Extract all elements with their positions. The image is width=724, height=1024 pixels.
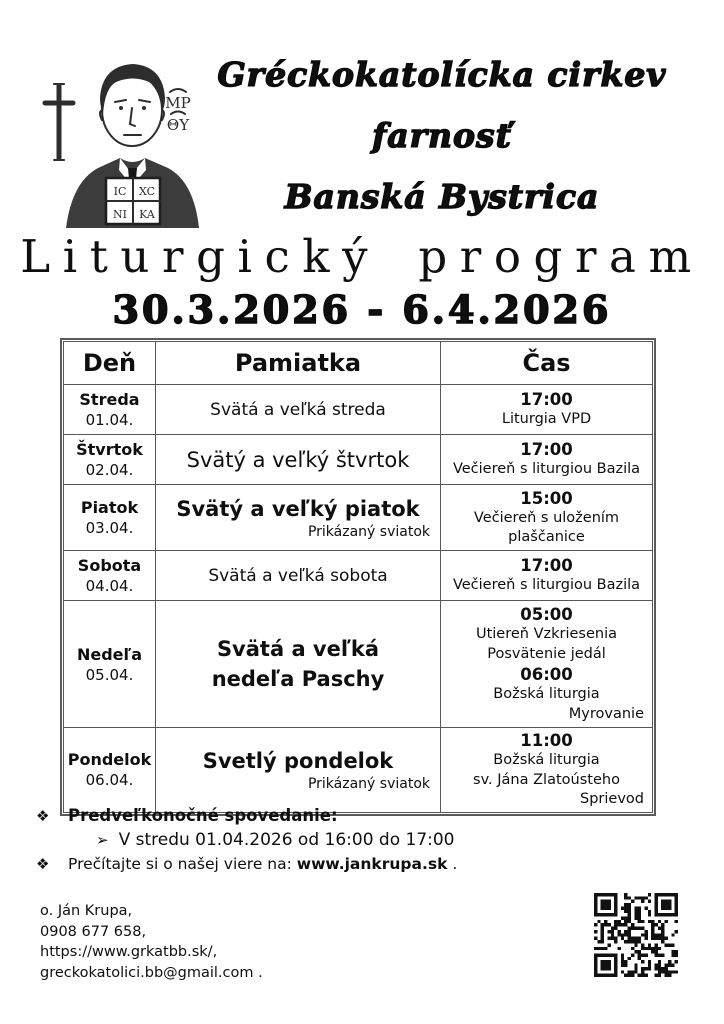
church-city: Banská Bystrica xyxy=(284,177,600,216)
table-header-row xyxy=(64,342,653,385)
note-confession xyxy=(36,806,696,825)
contact-block xyxy=(40,901,263,983)
table-row xyxy=(64,601,653,728)
arrow-bullet-icon: ➢ xyxy=(96,831,109,849)
service-name: sv. Jána Zlatoústeho xyxy=(473,771,620,788)
contact-name: o. Ján Krupa, xyxy=(40,903,133,919)
day-name: Štvrtok xyxy=(76,440,143,459)
book-ka: KA xyxy=(139,208,155,221)
day-date: 06.04. xyxy=(85,771,134,790)
monogram-thy: ΘY xyxy=(166,116,190,134)
service-name: Večiereň s liturgiou Bazila xyxy=(452,577,641,594)
service-name: plaščanice xyxy=(508,529,585,545)
service-time: 17:00 xyxy=(520,556,573,576)
day-date: 05.04. xyxy=(85,665,134,684)
feast-title: Svätý a veľký piatok xyxy=(176,497,420,521)
gospel-book xyxy=(106,178,160,224)
face xyxy=(100,64,165,146)
note-website xyxy=(36,855,696,873)
table-row xyxy=(64,551,653,601)
church-parish: farnosť xyxy=(372,116,512,155)
service-name: Večiereň s liturgiou Bazila xyxy=(452,461,641,478)
feast-title: nedeľa Paschy xyxy=(211,667,385,691)
note-confession-time: V stredu 01.04.2026 od 16:00 do 17:00 xyxy=(118,830,455,850)
feast-obligation-note: Prikázaný sviatok xyxy=(307,776,430,793)
day-name: Sobota xyxy=(77,556,142,575)
feast-title: Svätá a veľká sobota xyxy=(208,565,388,586)
service-time: 11:00 xyxy=(520,731,573,750)
service-extra: Myrovanie xyxy=(568,705,644,722)
note-confession-detail xyxy=(96,830,696,850)
schedule-table xyxy=(63,341,653,813)
priest-portrait xyxy=(36,40,204,228)
book-xc: XC xyxy=(138,185,156,198)
table-row xyxy=(64,485,653,551)
service-name: Večiereň s uložením xyxy=(473,509,620,526)
note-website-suffix: . xyxy=(447,855,458,873)
day-date: 02.04. xyxy=(85,461,134,479)
service-name: Liturgia VPD xyxy=(501,411,592,428)
church-header xyxy=(188,44,696,227)
table-row xyxy=(64,728,653,813)
church-name: Gréckokatolícka cirkev xyxy=(217,55,667,94)
diamond-bullet-icon: ❖ xyxy=(36,807,50,825)
col-header-time: Čas xyxy=(441,342,653,385)
diamond-bullet-icon: ❖ xyxy=(36,855,50,873)
book-ic: IC xyxy=(113,185,127,198)
book-ni: NI xyxy=(113,208,127,221)
col-header-day: Deň xyxy=(64,342,156,385)
qr-code xyxy=(594,893,678,977)
program-date-range: 30.3.2026 - 6.4.2026 xyxy=(112,287,612,332)
monogram-mp: MP xyxy=(165,94,191,112)
service-name: Posvätenie jedál xyxy=(487,645,606,662)
feast-title: Svätá a veľká xyxy=(216,637,380,661)
service-name: Utiereň Vzkriesenia xyxy=(475,626,618,642)
feast-title: Svetlý pondelok xyxy=(202,749,394,774)
service-name: Božská liturgia xyxy=(493,686,600,702)
service-time: 17:00 xyxy=(520,440,573,460)
service-extra: Sprievod xyxy=(580,791,644,807)
cross-icon xyxy=(45,84,73,160)
feast-obligation-note: Prikázaný sviatok xyxy=(307,524,430,540)
service-time: 05:00 xyxy=(520,605,573,624)
day-name: Streda xyxy=(79,390,140,409)
service-time: 06:00 xyxy=(520,665,573,684)
table-row xyxy=(64,435,653,485)
col-header-memory: Pamiatka xyxy=(156,342,441,385)
table-row xyxy=(64,385,653,435)
day-date: 03.04. xyxy=(85,519,134,537)
notes-section xyxy=(36,806,696,878)
contact-phone: 0908 677 658, xyxy=(40,923,147,940)
website-link[interactable]: www.jankrupa.sk xyxy=(296,855,448,873)
day-name: Pondelok xyxy=(67,750,152,770)
day-date: 01.04. xyxy=(85,411,134,429)
feast-title: Svätá a veľká streda xyxy=(210,399,386,420)
note-website-text: Prečítajte si o našej viere na: xyxy=(68,855,297,873)
feast-title: Svätý a veľký štvrtok xyxy=(186,447,410,472)
program-title: Liturgický program xyxy=(20,230,704,283)
day-name: Piatok xyxy=(80,498,139,517)
contact-email-link[interactable]: greckokatolici.bb@gmail.com . xyxy=(40,964,263,981)
note-confession-title: Predveľkonočné spovedanie: xyxy=(68,806,338,825)
service-time: 17:00 xyxy=(520,390,573,410)
mp-thy-monogram xyxy=(165,89,190,134)
day-date: 04.04. xyxy=(85,577,134,595)
contact-website-link[interactable]: https://www.grkatbb.sk/, xyxy=(40,944,218,960)
service-name: Božská liturgia xyxy=(493,752,600,768)
service-time: 15:00 xyxy=(520,488,573,508)
day-name: Nedeľa xyxy=(76,644,142,664)
